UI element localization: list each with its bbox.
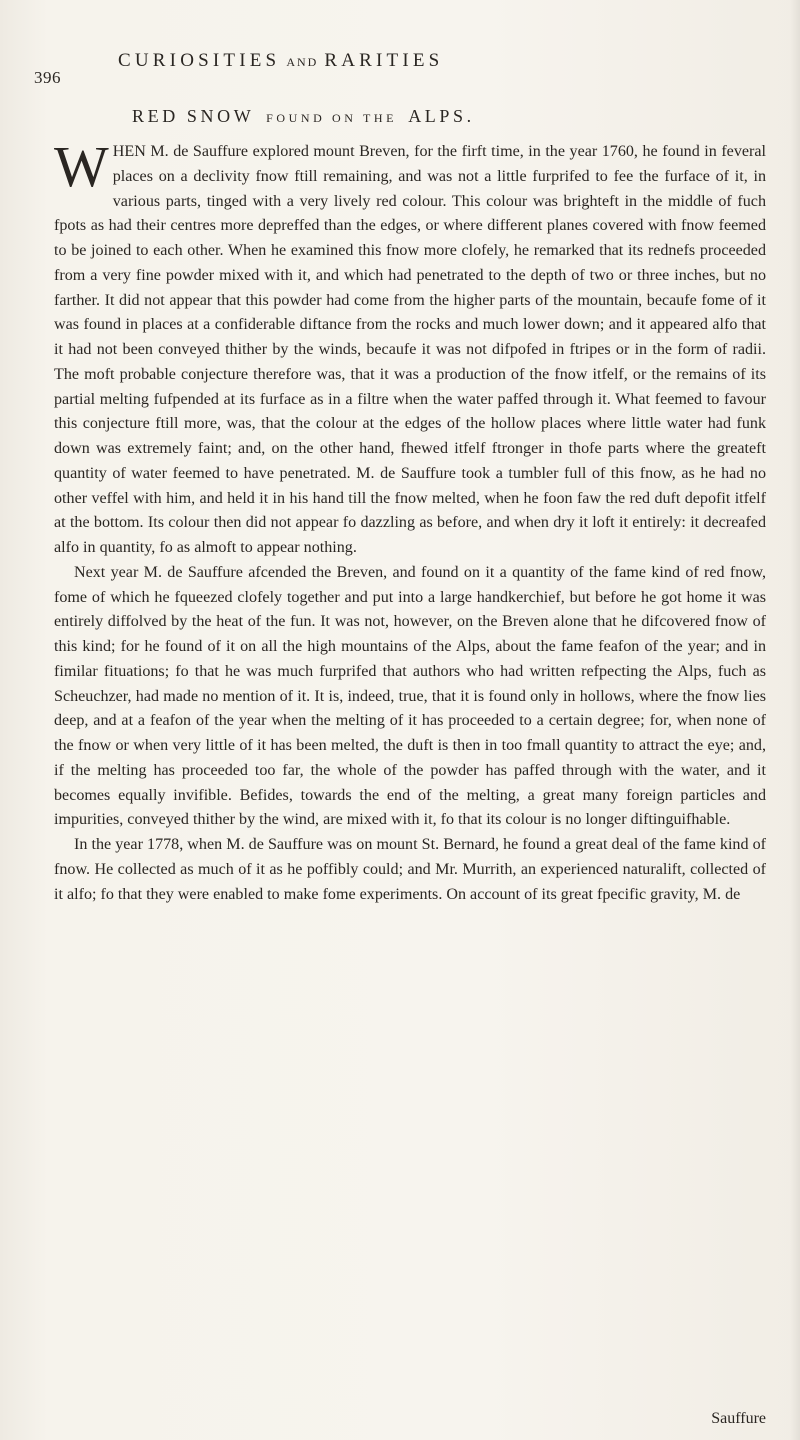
drop-cap: W bbox=[54, 134, 109, 199]
article-body bbox=[54, 134, 766, 907]
page-number: 396 bbox=[34, 68, 61, 87]
running-head bbox=[34, 48, 774, 88]
page-edge-shadow bbox=[790, 0, 800, 1440]
running-head-title bbox=[118, 50, 443, 72]
running-head-right-word: RARITIES bbox=[324, 50, 444, 71]
article-title bbox=[132, 106, 732, 127]
running-head-left-word: CURIOSITIES bbox=[118, 50, 281, 71]
paragraph-1-text: HEN M. de Sauffure explored mount Breven, for the firft time, in the year 1760, he found in feveral places on a declivity fnow ftill remaining, and was not a little furprifed to fee the furface of it, in various parts, tinged with a very lively red colour. This colour was brighteft in the middle of fuch fpots as had their centres more depreffed than the edges, or where different planes covered with fnow feemed to be joined to each other. When he examined this fnow more clofely, he remarked that its rednefs proceeded from a very fine powder mixed with it, and which had penetrated to the depth of two or three inches, but no farther. It did not appear that this powder had come from the higher parts of the mountain, becaufe fome of it was found in places at a confiderable diftance from the rocks and much lower down; and it appeared alfo that it had not been conveyed thither by the winds, becaufe it was not difpofed in ftripes or in the form of radii. The moft probable conjecture therefore was, that it was a production of the fnow itfelf, or the remains of its partial melting fufpended at its furface as in a filtre when the water paffed through it. What feemed to favour this conjecture ftill more, was, that the colour at the edges of the hollow places where little water had funk down was extremely faint; and, on the other hand, fhewed itfelf ftronger in thofe parts where the greateft quantity of water feemed to have penetrated. M. de Sauffure took a tumbler full of this fnow, as he had no other veffel with him, and held it in his hand till the fnow melted, when he foon faw the red duft depofit itfelf at the bottom. Its colour then did not appear fo dazzling as before, and when dry it loft it entirely: it decreafed alfo in quantity, fo as almoft to appear nothing. bbox=[54, 143, 766, 556]
article-title-connector: FOUND ON THE bbox=[266, 111, 398, 125]
paragraph-3: In the year 1778, when M. de Sauffure was on mount St. Bernard, he found a great deal of the fame kind of fnow. He collected as much of it as he poffibly could; and Mr. Murrith, an experienced naturalift, collected of it alfo; fo that they were enabled to make fome experiments. On account of its great fpecific gravity, M. de bbox=[54, 836, 766, 903]
article-title-main: RED SNOW bbox=[132, 106, 254, 126]
running-head-connector: AND bbox=[286, 55, 319, 69]
article-title-end: ALPS. bbox=[408, 106, 475, 126]
paragraph-2: Next year M. de Sauffure afcended the Breven, and found on it a quantity of the fame kind of red fnow, fome of which he fqueezed clofely together and put into a large handkerchief, but before he got home it was entirely diffolved by the heat of the fun. It was not, however, on the Breven alone that he difcovered fnow of this kind; for he found of it on all the high mountains of the Alps, about the fame feafon of the year; and in fimilar fituations; fo that he was much furprifed that authors who had written refpecting the Alps, fuch as Scheuchzer, had made no mention of it. It is, indeed, true, that it is found only in hollows, where the fnow lies deep, and at a feafon of the year when the melting of it has proceeded to a certain degree; for, when none of the fnow or when very little of it has been melted, the duft is then in too fmall quantity to attract the eye; and, if the melting has proceeded too far, the whole of the powder has paffed through with the water, and it becomes equally invifible. Befides, towards the end of the melting, a great many foreign particles and impurities, conveyed thither by the wind, are mixed with it, fo that its colour is no longer diftinguifhable. bbox=[54, 563, 766, 829]
catchword: Sauffure bbox=[711, 1410, 766, 1427]
paragraph-1 bbox=[54, 134, 766, 561]
